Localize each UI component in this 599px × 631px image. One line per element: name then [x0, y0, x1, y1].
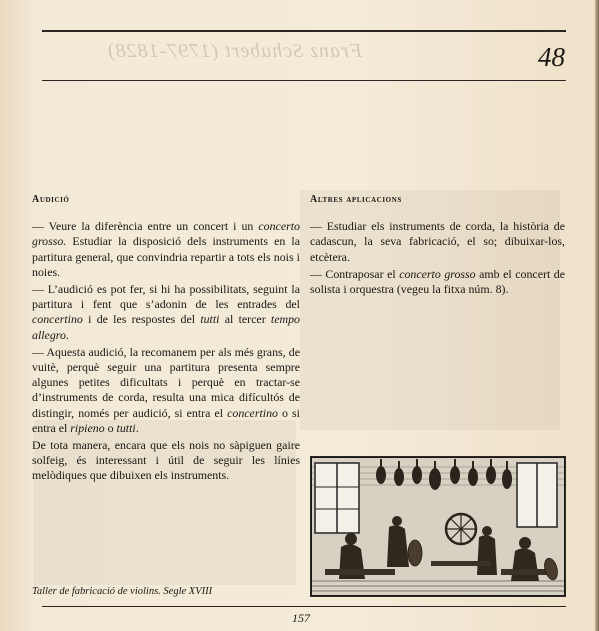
violin-workshop-engraving: [310, 456, 566, 597]
paragraph: — L’audició es pot fer, si hi ha possibilitats, seguint la partitura i fent que s’adonin de les entrades del concertino i de les respostes del tutti al tercer tempo allegro.: [32, 282, 300, 342]
page-number: 157: [292, 611, 310, 625]
paragraph: De tota manera, encara que els nois no sàpiguen gaire solfeig, és interessant i útil de seguir les línies melòdiques que dibuixen els instruments.: [32, 438, 300, 483]
card-number: 48: [538, 42, 565, 72]
right-column: [310, 192, 565, 299]
paragraph: — Estudiar els instruments de corda, la història de cadascun, la seva fabricació, el so; dibuixar-los, etcètera.: [310, 219, 565, 264]
top-rule: [42, 30, 566, 32]
page-edge: [595, 0, 599, 631]
paragraph: — Contraposar el concerto grosso amb el concert de solista i orquestra (vegeu la fitxa núm. 8).: [310, 266, 565, 297]
paragraph: — Veure la diferència entre un concert i un concerto grosso. Estudiar la disposició dels instruments en la partitura general, que convindria repartir a tots els nois i noies.: [32, 219, 300, 279]
paragraph: — Aquesta audició, la recomanem per als més grans, de vuitè, perquè seguir una partitura presenta sempre algunes petites dificultats i perquè en tractar-se d’instruments de corda, resulta una mica difícultós de distingir, només per audició, si entra el concertino o si entra el ripieno o tutti.: [32, 344, 300, 435]
section-heading-altres-aplicacions: Altres aplicacions: [310, 194, 402, 205]
engraving-violin-workshop-icon: [311, 457, 565, 596]
section-heading-audicio: Audició: [32, 194, 70, 205]
left-column: [32, 192, 300, 486]
figure-caption: Taller de fabricació de violins. Segle XVIII: [32, 586, 213, 597]
header-rule: [42, 80, 566, 81]
bottom-rule: [42, 606, 566, 607]
header-bleedthrough-text: Franz Schubert (1797-1828): [107, 40, 362, 62]
